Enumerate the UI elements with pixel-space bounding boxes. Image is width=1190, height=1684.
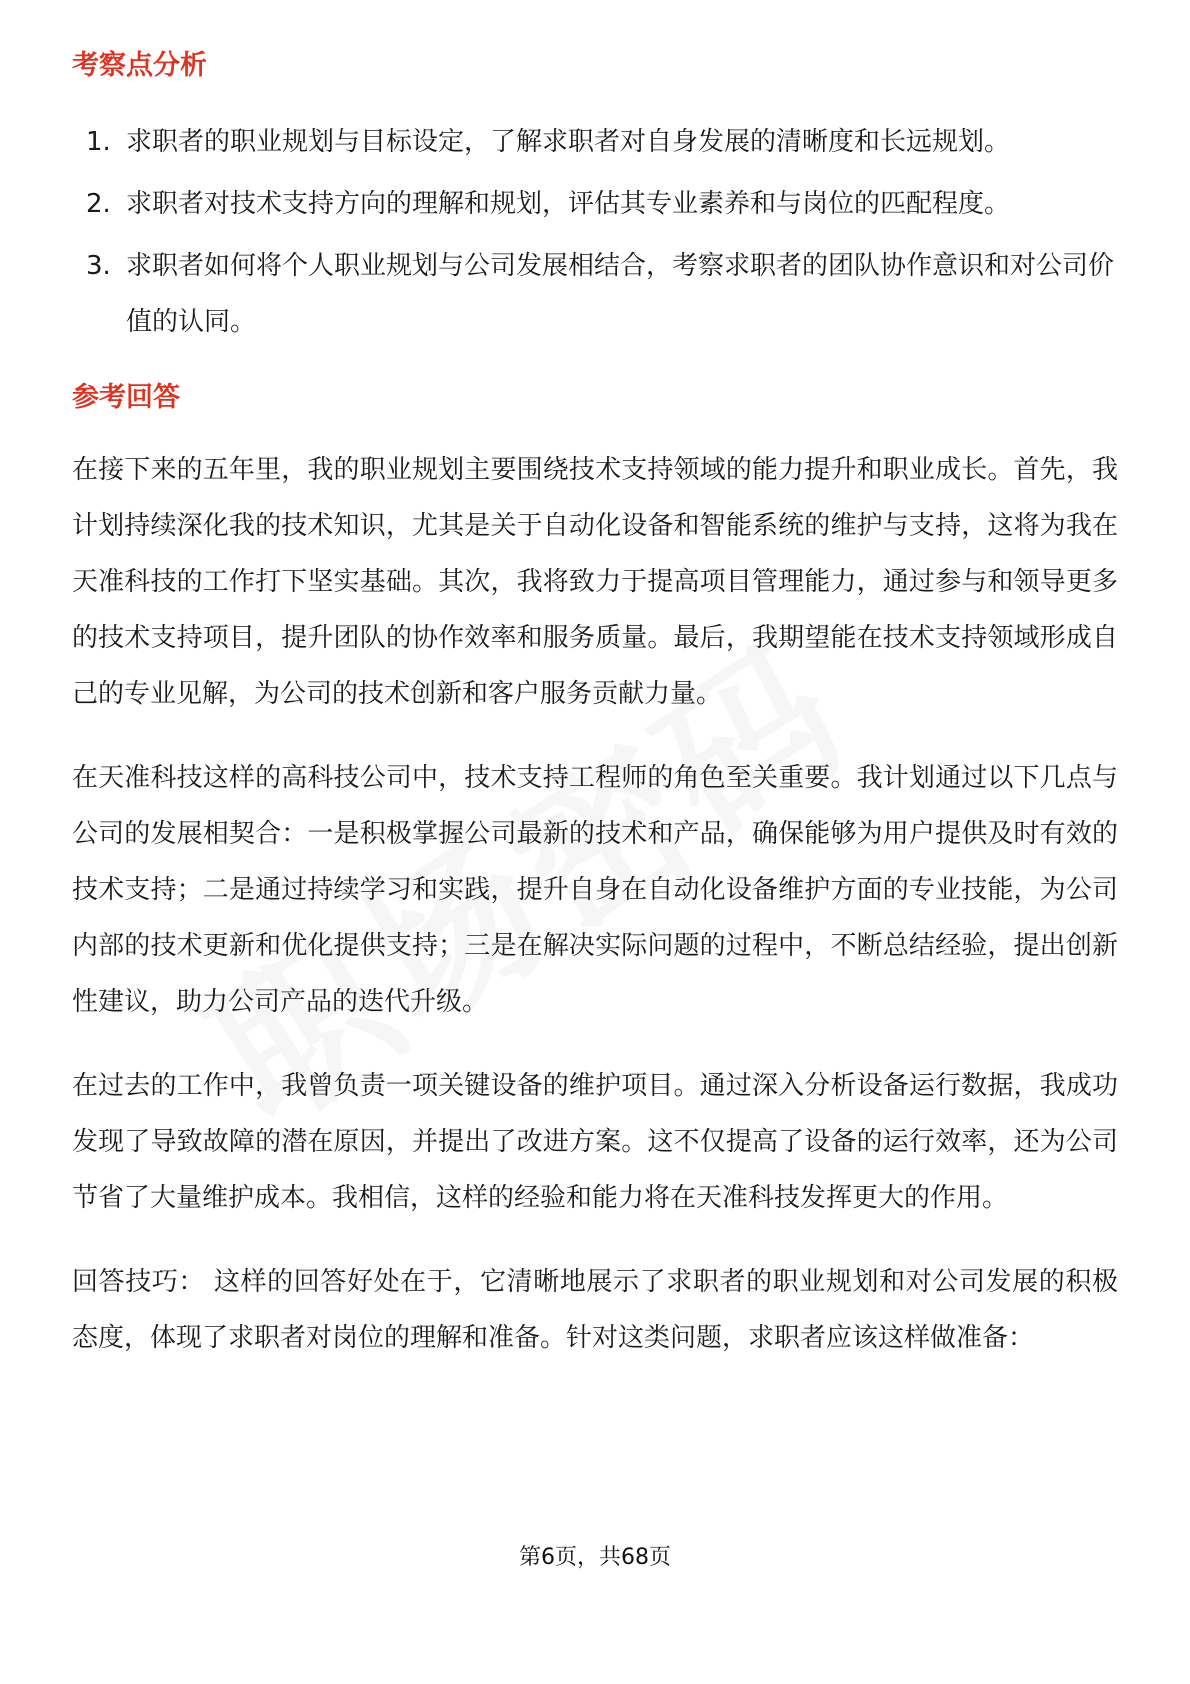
answer-paragraph: 在过去的工作中，我曾负责一项关键设备的维护项目。通过深入分析设备运行数据，我成功发现了导致故障的潜在原因，并提出了改进方案。这不仅提高了设备的运行效率，还为公司节省了大量维护成本。我相信，这样的经验和能力将在天准科技发挥更大的作用。 <box>72 1071 1118 1213</box>
list-item-text: 求职者对技术支持方向的理解和规划，评估其专业素养和与岗位的匹配程度。 <box>126 189 1011 219</box>
answer-section-title: 参考回答 <box>72 382 180 413</box>
answer-tips-paragraph: 回答技巧： 这样的回答好处在于，它清晰地展示了求职者的职业规划和对公司发展的积极态度，体现了求职者对岗位的理解和准备。针对这类问题，求职者应该这样做准备： <box>72 1267 1118 1353</box>
analysis-list <box>72 114 1118 350</box>
list-item-text: 求职者的职业规划与目标设定，了解求职者对自身发展的清晰度和长远规划。 <box>126 127 1011 157</box>
list-item <box>72 114 1118 170</box>
list-item-number: 1. <box>86 127 111 157</box>
page-number: 第6页，共68页 <box>519 1545 671 1570</box>
list-item-number: 3. <box>86 251 111 281</box>
answer-paragraph: 在天准科技这样的高科技公司中，技术支持工程师的角色至关重要。我计划通过以下几点与公司的发展相契合：一是积极掌握公司最新的技术和产品，确保能够为用户提供及时有效的技术支持；二是通过持续学习和实践，提升自身在自动化设备维护方面的专业技能，为公司内部的技术更新和优化提供支持；三是在解决实际问题的过程中，不断总结经验，提出创新性建议，助力公司产品的迭代升级。 <box>72 763 1118 1017</box>
list-item <box>72 238 1118 350</box>
document-page <box>72 40 1118 1394</box>
answer-paragraph: 在接下来的五年里，我的职业规划主要围绕技术支持领域的能力提升和职业成长。首先，我计划持续深化我的技术知识，尤其是关于自动化设备和智能系统的维护与支持，这将为我在天准科技的工作打下坚实基础。其次，我将致力于提高项目管理能力，通过参与和领导更多的技术支持项目，提升团队的协作效率和服务质量。最后，我期望能在技术支持领域形成自己的专业见解，为公司的技术创新和客户服务贡献力量。 <box>72 455 1118 709</box>
answer-block <box>72 442 1118 1366</box>
analysis-section-title: 考察点分析 <box>72 50 207 81</box>
list-item-number: 2. <box>86 189 111 219</box>
list-item-text: 求职者如何将个人职业规划与公司发展相结合，考察求职者的团队协作意识和对公司价值的认同。 <box>126 251 1115 337</box>
list-item <box>72 176 1118 232</box>
